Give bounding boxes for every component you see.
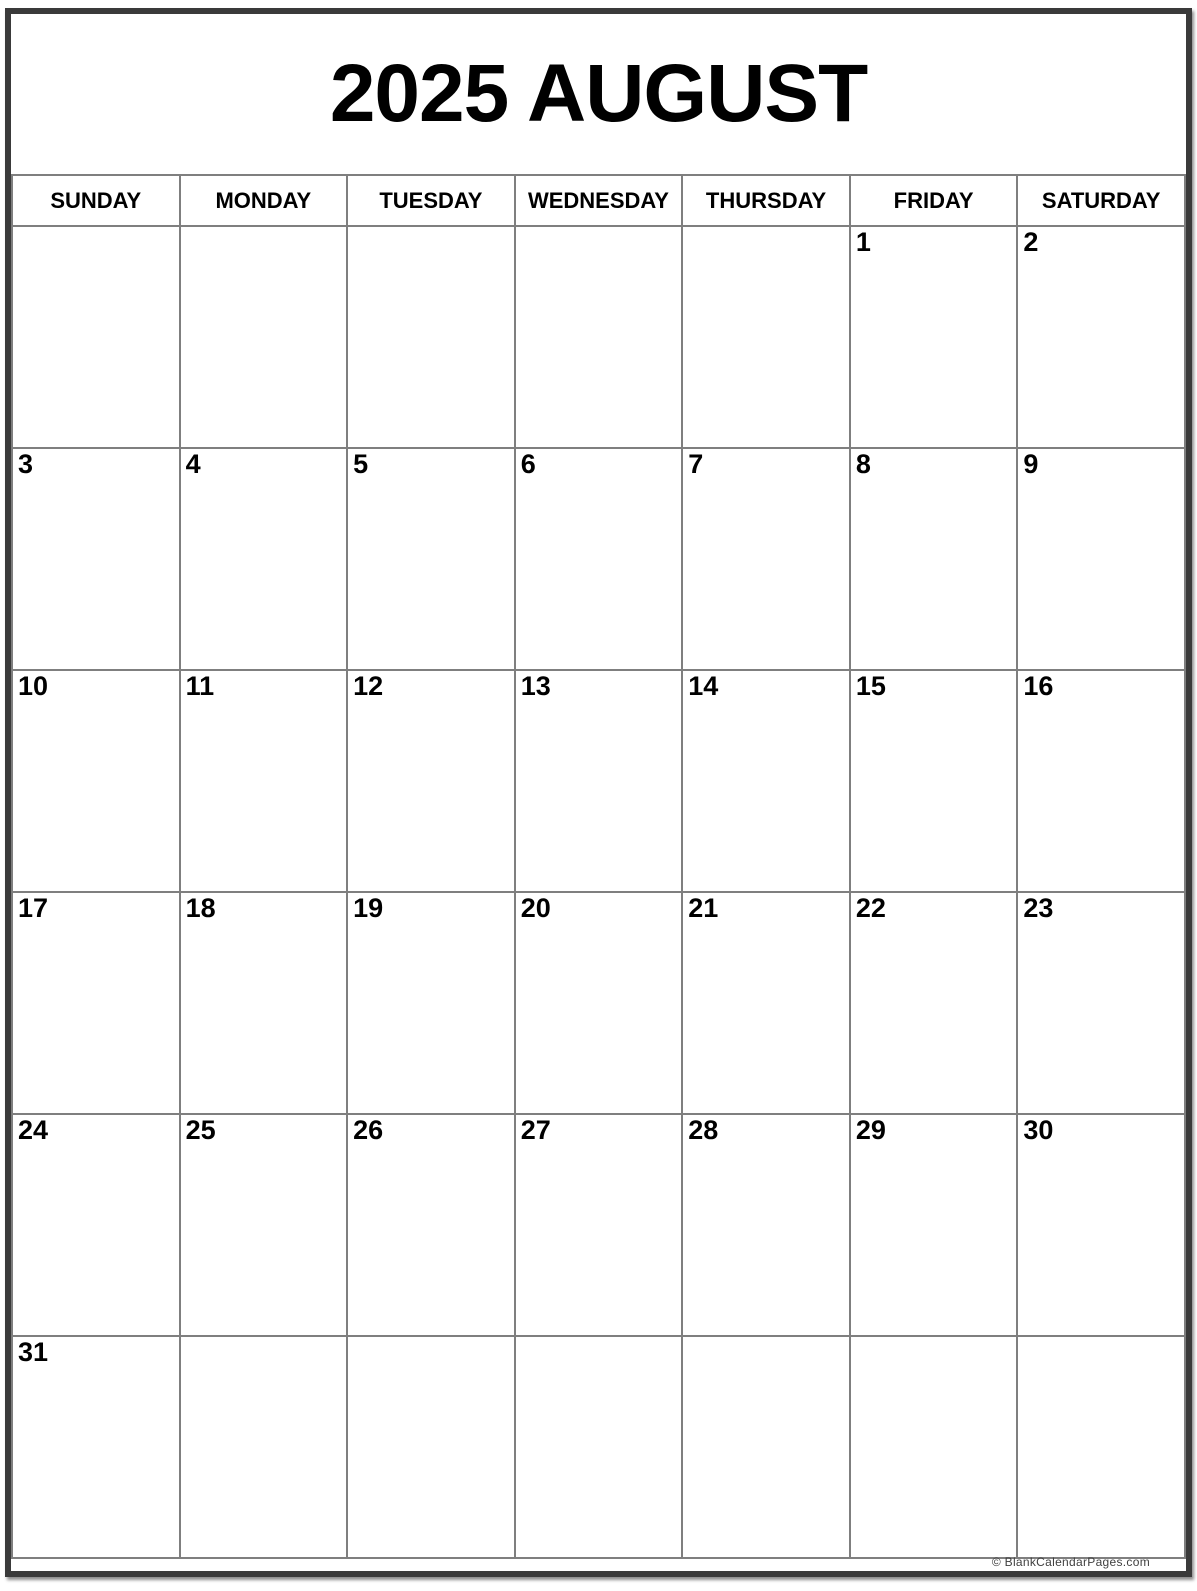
day-cell-28 — [682, 1114, 850, 1336]
day-cell-31 — [12, 1336, 180, 1558]
day-cell-empty — [347, 226, 515, 448]
weekday-header-friday: FRIDAY — [850, 175, 1018, 226]
day-number: 19 — [353, 893, 384, 923]
day-cell-empty — [682, 1336, 850, 1558]
watermark-text: © BlankCalendarPages.com — [991, 1555, 1150, 1569]
day-number: 5 — [353, 449, 369, 479]
day-cell-9 — [1017, 448, 1185, 670]
day-cell-empty — [180, 226, 348, 448]
day-cell-10 — [12, 670, 180, 892]
day-cell-empty — [180, 1336, 348, 1558]
day-cell-27 — [515, 1114, 683, 1336]
day-number: 3 — [18, 449, 34, 479]
weekday-header-tuesday: TUESDAY — [347, 175, 515, 226]
day-cell-18 — [180, 892, 348, 1114]
week-row-3 — [12, 670, 1185, 892]
day-cell-17 — [12, 892, 180, 1114]
day-number: 6 — [520, 449, 536, 479]
weekday-header-saturday: SATURDAY — [1017, 175, 1185, 226]
weekday-header-monday: MONDAY — [180, 175, 348, 226]
day-cell-24 — [12, 1114, 180, 1336]
day-cell-empty — [850, 1336, 1018, 1558]
day-cell-11 — [180, 670, 348, 892]
day-number: 17 — [18, 893, 49, 923]
day-number: 31 — [18, 1337, 49, 1367]
day-cell-22 — [850, 892, 1018, 1114]
day-cell-empty — [12, 226, 180, 448]
day-cell-19 — [347, 892, 515, 1114]
day-cell-5 — [347, 448, 515, 670]
day-number: 24 — [18, 1115, 49, 1145]
calendar-title: 2025 AUGUST — [329, 48, 868, 139]
calendar-grid — [11, 174, 1186, 1559]
day-number: 13 — [520, 671, 551, 701]
calendar-title-area — [11, 14, 1186, 174]
day-number: 15 — [855, 671, 886, 701]
day-number: 10 — [18, 671, 49, 701]
day-cell-12 — [347, 670, 515, 892]
day-cell-empty — [515, 1336, 683, 1558]
day-cell-3 — [12, 448, 180, 670]
day-cell-21 — [682, 892, 850, 1114]
day-cell-empty — [1017, 1336, 1185, 1558]
week-row-1 — [12, 226, 1185, 448]
day-number: 22 — [855, 893, 886, 923]
day-number: 11 — [185, 671, 215, 701]
day-number: 7 — [688, 449, 704, 479]
day-number: 4 — [185, 449, 201, 479]
day-cell-empty — [682, 226, 850, 448]
day-number: 8 — [855, 449, 871, 479]
day-cell-23 — [1017, 892, 1185, 1114]
day-number: 14 — [688, 671, 719, 701]
day-cell-14 — [682, 670, 850, 892]
day-number: 21 — [688, 893, 719, 923]
day-cell-6 — [515, 448, 683, 670]
day-number: 30 — [1023, 1115, 1054, 1145]
weekday-header-thursday: THURSDAY — [682, 175, 850, 226]
day-cell-7 — [682, 448, 850, 670]
day-number: 23 — [1023, 893, 1054, 923]
day-number: 25 — [185, 1115, 216, 1145]
day-number: 27 — [520, 1115, 551, 1145]
day-cell-29 — [850, 1114, 1018, 1336]
week-row-4 — [12, 892, 1185, 1114]
day-cell-13 — [515, 670, 683, 892]
day-number: 18 — [185, 893, 216, 923]
day-cell-15 — [850, 670, 1018, 892]
day-cell-empty — [347, 1336, 515, 1558]
day-cell-16 — [1017, 670, 1185, 892]
day-number: 28 — [688, 1115, 719, 1145]
day-number: 16 — [1023, 671, 1054, 701]
day-number: 12 — [353, 671, 384, 701]
day-cell-8 — [850, 448, 1018, 670]
day-cell-26 — [347, 1114, 515, 1336]
day-number: 26 — [353, 1115, 384, 1145]
day-number: 9 — [1023, 449, 1039, 479]
week-row-5 — [12, 1114, 1185, 1336]
calendar-page — [5, 8, 1192, 1577]
week-row-6 — [12, 1336, 1185, 1558]
day-cell-25 — [180, 1114, 348, 1336]
weekday-header-wednesday: WEDNESDAY — [515, 175, 683, 226]
day-number: 20 — [520, 893, 551, 923]
day-cell-empty — [515, 226, 683, 448]
day-cell-4 — [180, 448, 348, 670]
day-cell-20 — [515, 892, 683, 1114]
week-row-2 — [12, 448, 1185, 670]
day-cell-1 — [850, 226, 1018, 448]
weekday-header-sunday: SUNDAY — [12, 175, 180, 226]
day-number: 2 — [1023, 227, 1039, 257]
day-number: 29 — [855, 1115, 886, 1145]
weekday-row — [12, 175, 1185, 226]
calendar-body — [12, 226, 1185, 1558]
day-cell-2 — [1017, 226, 1185, 448]
day-cell-30 — [1017, 1114, 1185, 1336]
day-number: 1 — [855, 227, 871, 257]
